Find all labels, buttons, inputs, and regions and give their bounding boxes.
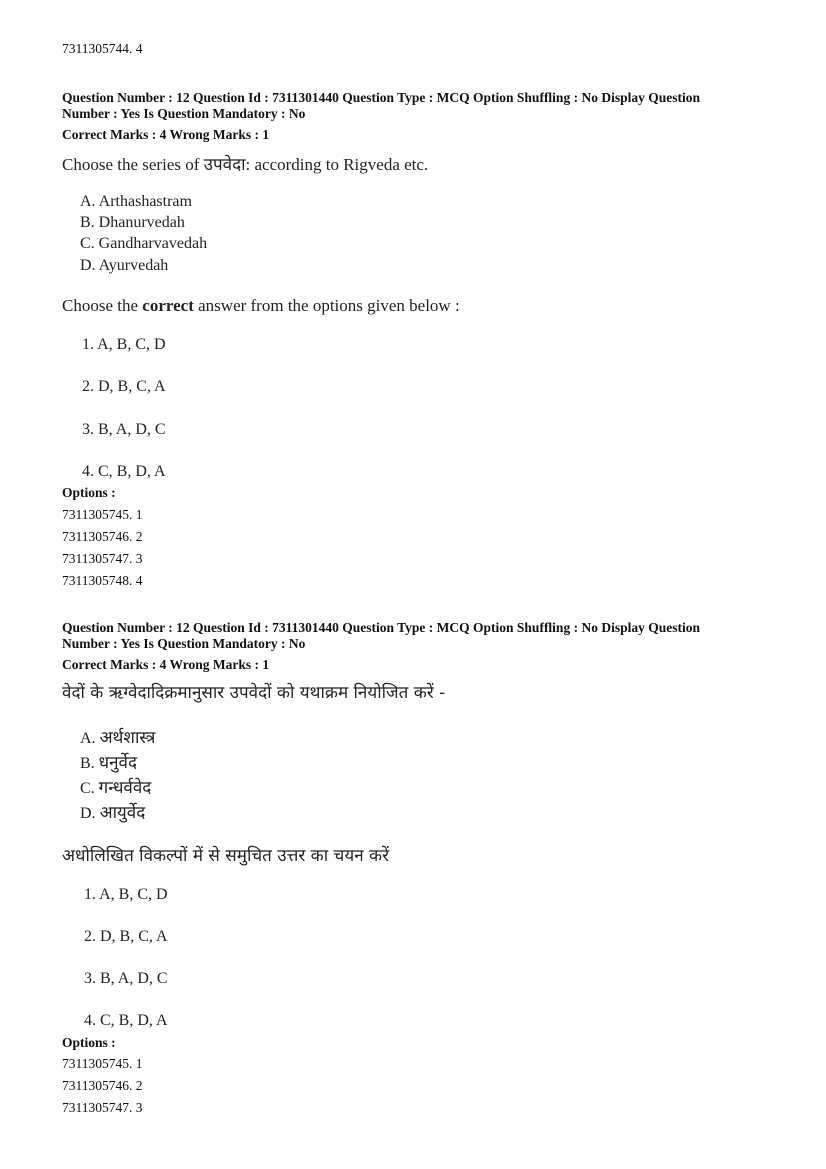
option-id-line: 7311305748. 4 bbox=[62, 573, 143, 588]
instruction-part1: Choose the bbox=[62, 296, 143, 315]
list-item: A. Arthashastram bbox=[80, 193, 192, 210]
item-text: आयुर्वेद bbox=[99, 803, 146, 823]
list-item: D. Ayurvedah bbox=[80, 257, 169, 274]
option-id-line: 7311305746. 2 bbox=[62, 1078, 143, 1093]
item-text: अर्थशास्त्र bbox=[99, 728, 156, 748]
answer-choice: 1. A, B, C, D bbox=[84, 886, 168, 903]
stem-hindi-word: उपवेदा bbox=[203, 155, 246, 175]
list-item: B. Dhanurvedah bbox=[80, 214, 185, 231]
option-id-line: 7311305747. 3 bbox=[62, 1100, 143, 1115]
option-id-line: 7311305747. 3 bbox=[62, 551, 143, 566]
question-meta-line-2: Number : Yes Is Question Mandatory : No bbox=[62, 636, 306, 651]
option-id-line: 7311305745. 1 bbox=[62, 1056, 143, 1071]
option-id-line: 7311305745. 1 bbox=[62, 507, 143, 522]
item-text: गन्धर्ववेद bbox=[98, 778, 152, 798]
question-stem bbox=[62, 152, 428, 175]
answer-choice: 3. B, A, D, C bbox=[84, 970, 168, 987]
marks-line: Correct Marks : 4 Wrong Marks : 1 bbox=[62, 657, 270, 672]
answer-choice: 3. B, A, D, C bbox=[82, 421, 166, 438]
item-letter: A. bbox=[80, 730, 96, 747]
options-label: Options : bbox=[62, 1035, 116, 1050]
question-meta-line-2: Number : Yes Is Question Mandatory : No bbox=[62, 106, 306, 121]
question-meta-line-1: Question Number : 12 Question Id : 7311301440 Question Type : MCQ Option Shuffling : No Display Question bbox=[62, 90, 700, 105]
list-item bbox=[80, 775, 151, 798]
answer-instruction bbox=[62, 296, 460, 316]
answer-choice: 2. D, B, C, A bbox=[82, 378, 166, 395]
answer-choice: 1. A, B, C, D bbox=[82, 336, 166, 353]
marks-line: Correct Marks : 4 Wrong Marks : 1 bbox=[62, 127, 270, 142]
instruction-part2: answer from the options given below : bbox=[193, 296, 460, 315]
item-letter: C. bbox=[80, 780, 95, 797]
option-id-line: 7311305746. 2 bbox=[62, 529, 143, 544]
item-letter: D. bbox=[80, 805, 96, 822]
list-item: C. Gandharvavedah bbox=[80, 235, 208, 252]
item-text: धनुर्वेद bbox=[98, 753, 138, 773]
question-meta-line-1: Question Number : 12 Question Id : 7311301440 Question Type : MCQ Option Shuffling : No Display Question bbox=[62, 620, 700, 635]
answer-choice: 4. C, B, D, A bbox=[84, 1012, 168, 1029]
list-item bbox=[80, 800, 145, 823]
stem-text-part2: : according to Rigveda etc. bbox=[245, 155, 429, 174]
previous-option-line: 7311305744. 4 bbox=[62, 41, 143, 56]
options-label: Options : bbox=[62, 485, 116, 500]
instruction-bold: correct bbox=[142, 296, 194, 315]
list-item bbox=[80, 725, 155, 748]
stem-text-part1: Choose the series of bbox=[62, 155, 204, 174]
answer-choice: 2. D, B, C, A bbox=[84, 928, 168, 945]
question-stem-hindi: वेदों के ऋग्वेदादिक्रमानुसार उपवेदों को यथाक्रम नियोजित करें - bbox=[62, 683, 446, 703]
answer-choice: 4. C, B, D, A bbox=[82, 463, 166, 480]
answer-instruction-hindi: अधोलिखित विकल्पों में से समुचित उत्तर का चयन करें bbox=[62, 846, 390, 866]
item-letter: B. bbox=[80, 755, 95, 772]
list-item bbox=[80, 750, 137, 773]
